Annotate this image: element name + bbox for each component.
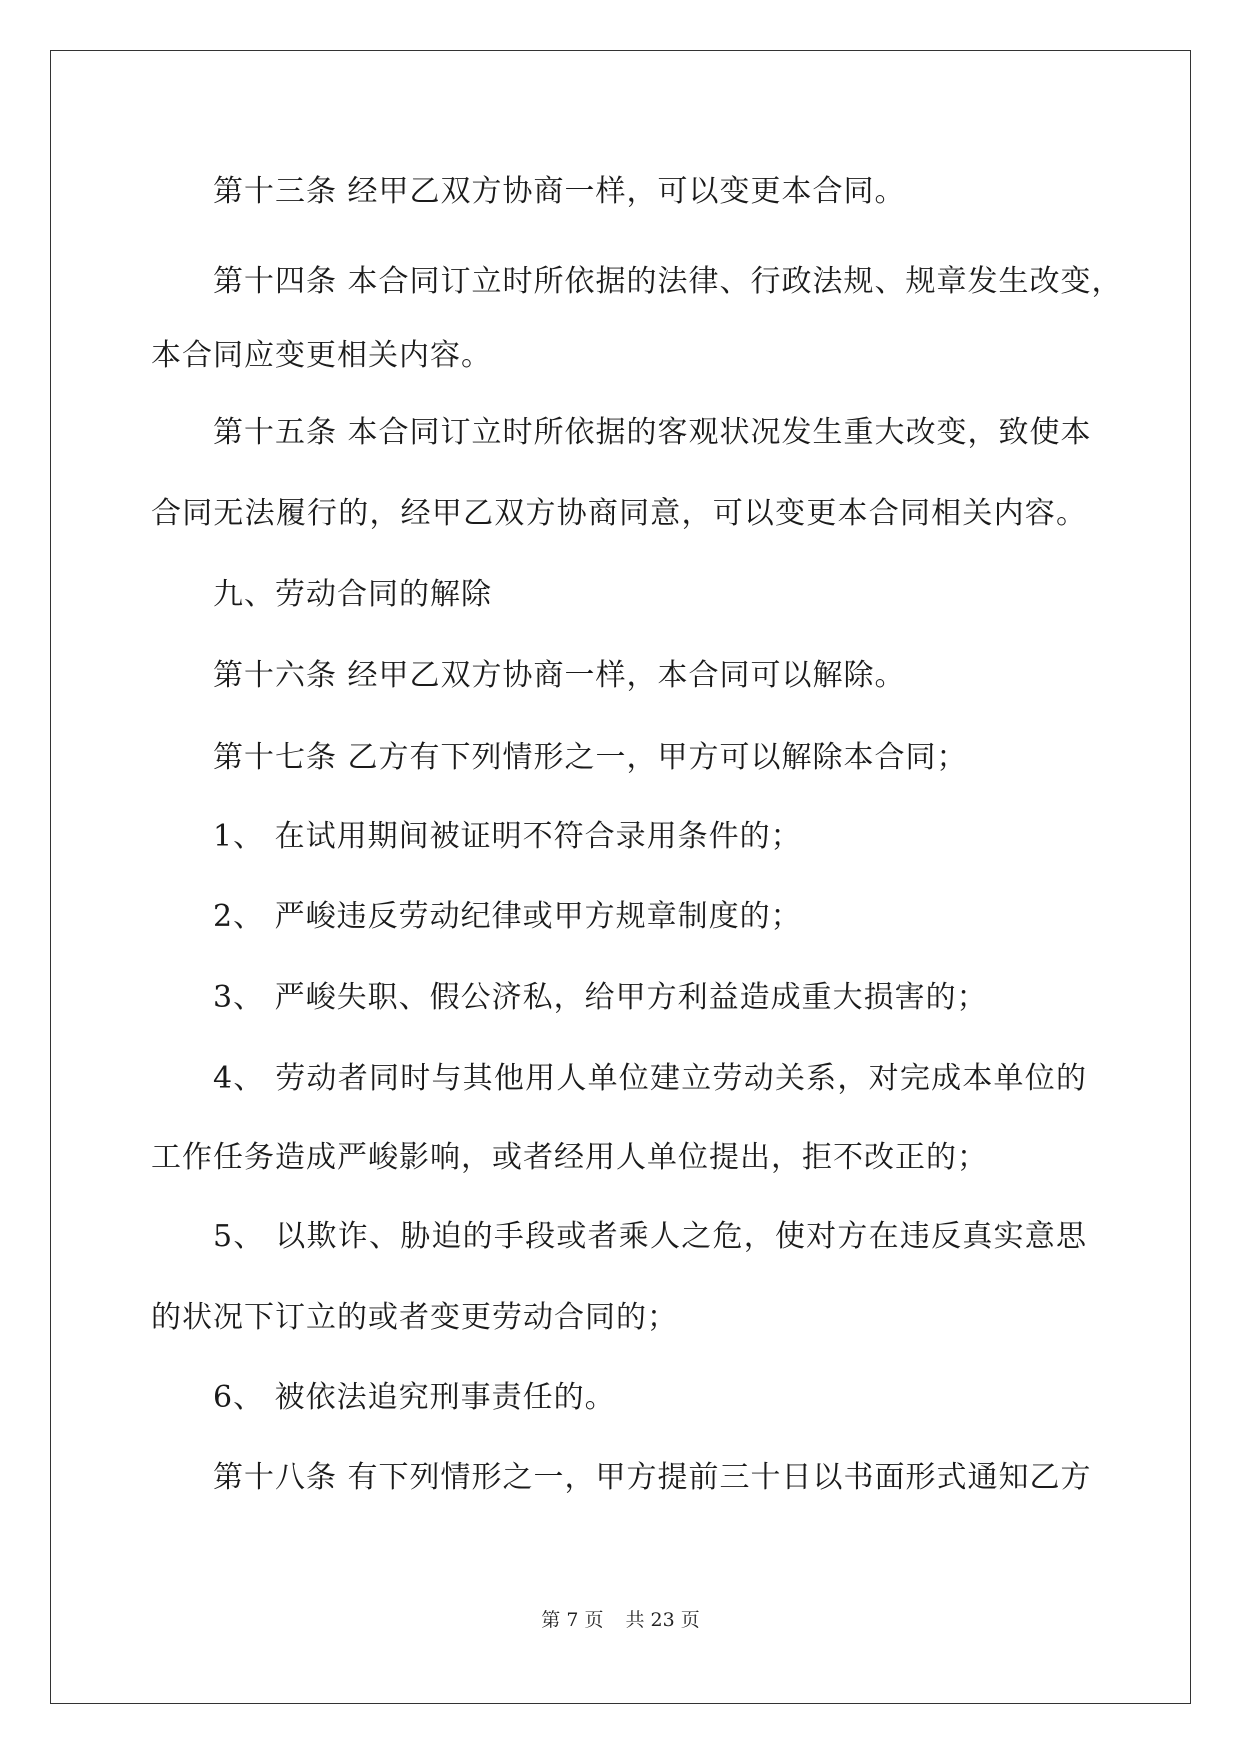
clause-16: 第十六条 经甲乙双方协商一样，本合同可以解除。 — [213, 658, 906, 693]
list-item-4-line-2: 工作任务造成严峻影响，或者经用人单位提出，拒不改正的； — [151, 1140, 988, 1175]
list-item-3: 3、 严峻失职、假公济私，给甲方利益造成重大损害的； — [213, 980, 988, 1015]
clause-14-line-2: 本合同应变更相关内容。 — [151, 338, 492, 373]
page-total: 共 23 页 — [625, 1609, 700, 1631]
list-item-4-line-1: 4、 劳动者同时与其他用人单位建立劳动关系，对完成本单位的 — [213, 1061, 1087, 1096]
clause-13: 第十三条 经甲乙双方协商一样，可以变更本合同。 — [213, 174, 906, 209]
list-item-5-line-1: 5、 以欺诈、胁迫的手段或者乘人之危，使对方在违反真实意思 — [213, 1219, 1087, 1254]
clause-17: 第十七条 乙方有下列情形之一，甲方可以解除本合同； — [213, 740, 968, 775]
list-item-5-line-2: 的状况下订立的或者变更劳动合同的； — [151, 1300, 678, 1335]
list-item-2: 2、 严峻违反劳动纪律或甲方规章制度的； — [213, 899, 802, 934]
list-item-6: 6、 被依法追究刑事责任的。 — [213, 1380, 616, 1415]
list-item-1: 1、 在试用期间被证明不符合录用条件的； — [213, 819, 802, 854]
clause-15-line-2: 合同无法履行的，经甲乙双方协商同意，可以变更本合同相关内容。 — [151, 496, 1087, 531]
page-footer — [0, 1608, 1241, 1632]
clause-14-line-1: 第十四条 本合同订立时所依据的法律、行政法规、规章发生改变， — [213, 264, 1123, 299]
section-heading-termination: 九、劳动合同的解除 — [213, 577, 492, 612]
page-number: 第 7 页 — [541, 1609, 604, 1631]
clause-15-line-1: 第十五条 本合同订立时所依据的客观状况发生重大改变，致使本 — [213, 415, 1092, 450]
clause-18-line-1: 第十八条 有下列情形之一，甲方提前三十日以书面形式通知乙方 — [213, 1460, 1092, 1495]
